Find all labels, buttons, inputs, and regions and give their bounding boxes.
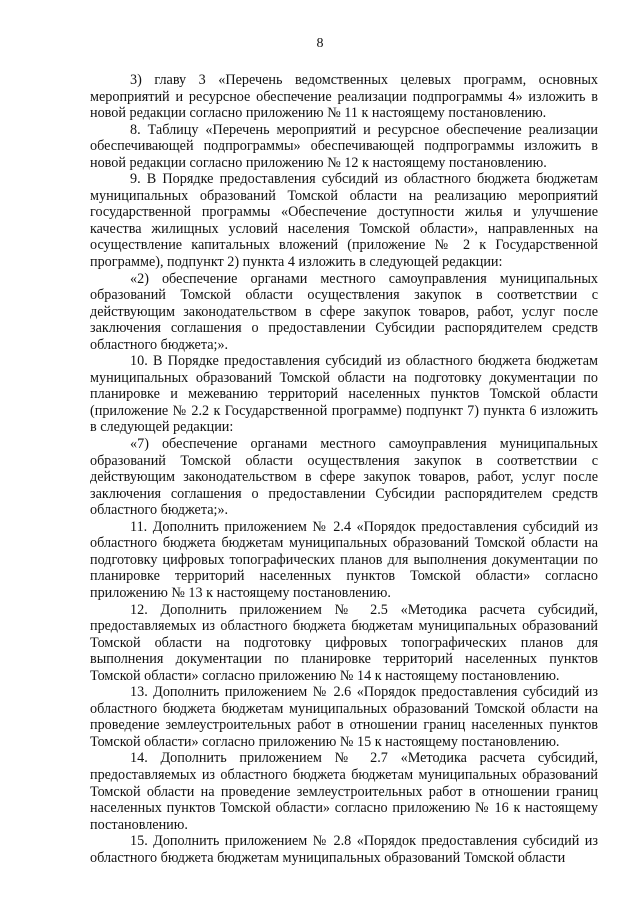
paragraph-item-13: 13. Дополнить приложением № 2.6 «Порядок предоставления субсидий из областного бюджета бюджетам муниципальных образований Томской области на проведение землеустроительных работ в отношении границ населенных пунктов Томской области» согласно приложению № 15 к настоящему постановлению. [90,684,598,750]
paragraph-item-15: 15. Дополнить приложением № 2.8 «Порядок предоставления субсидий из областного бюджета бюджетам муниципальных образований Томской области [90,833,598,866]
paragraph-item-8: 8. Таблицу «Перечень мероприятий и ресурсное обеспечение реализации обеспечивающей подпрограммы» обеспечивающей подпрограммы изложить в новой редакции согласно приложению № 12 к настоящему постановлению. [90,121,598,171]
paragraph-chapter-3: 3) главу 3 «Перечень ведомственных целевых программ, основных мероприятий и ресурсное обеспечение реализации подпрограммы 4» изложить в новой редакции согласно приложению № 11 к настоящему постановлению. [90,72,598,122]
paragraph-item-11: 11. Дополнить приложением № 2.4 «Порядок предоставления субсидий из областного бюджета бюджетам муниципальных образований Томской области на подготовку цифровых топографических планов для выполнения документации по планировке территорий населенных пунктов Томской области» согласно приложению № 13 к настоящему постановлению. [90,518,598,601]
paragraph-item-14: 14. Дополнить приложением № 2.7 «Методика расчета субсидий, предоставляемых из областного бюджета бюджетам муниципальных образований Томской области на проведение землеустроительных работ в отношении границ населенных пунктов Томской области» согласно приложению № 16 к настоящему постановлению. [90,750,598,833]
page-number: 8 [316,36,324,51]
paragraph-item-10: 10. В Порядке предоставления субсидий из областного бюджета бюджетам муниципальных образований Томской области на подготовку документации по планировке и межеванию территорий населенных пунктов Томской области (приложение № 2.2 к Государственной программе) подпункт 7) пункта 6 изложить в следующей редакции: [90,353,598,436]
paragraph-quote-subitem-7: «7) обеспечение органами местного самоуправления муниципальных образований Томской области осуществления закупок в соответствии с действующим законодательством в сфере закупок товаров, работ, услуг после заключения соглашения о предоставлении Субсидии распорядителем средств областного бюджета;». [90,436,598,519]
paragraph-quote-subitem-2: «2) обеспечение органами местного самоуправления муниципальных образований Томской области осуществления закупок в соответствии с действующим законодательством в сфере закупок товаров, работ, услуг после заключения соглашения о предоставлении Субсидии распорядителем средств областного бюджета;». [90,270,598,353]
paragraph-item-9: 9. В Порядке предоставления субсидий из областного бюджета бюджетам муниципальных образований Томской области на реализацию мероприятий государственной программы «Обеспечение доступности жилья и улучшение качества жилищных условий населения Томской области», направленных на осуществление капитальных вложений (приложение № 2 к Государственной программе), подпункт 2) пункта 4 изложить в следующей редакции: [90,171,598,271]
document-body [90,72,598,866]
paragraph-item-12: 12. Дополнить приложением № 2.5 «Методика расчета субсидий, предоставляемых из областного бюджета бюджетам муниципальных образований Томской области на подготовку цифровых топографических планов для выполнения документации по планировке территорий населенных пунктов Томской области» согласно приложению № 14 к настоящему постановлению. [90,601,598,684]
